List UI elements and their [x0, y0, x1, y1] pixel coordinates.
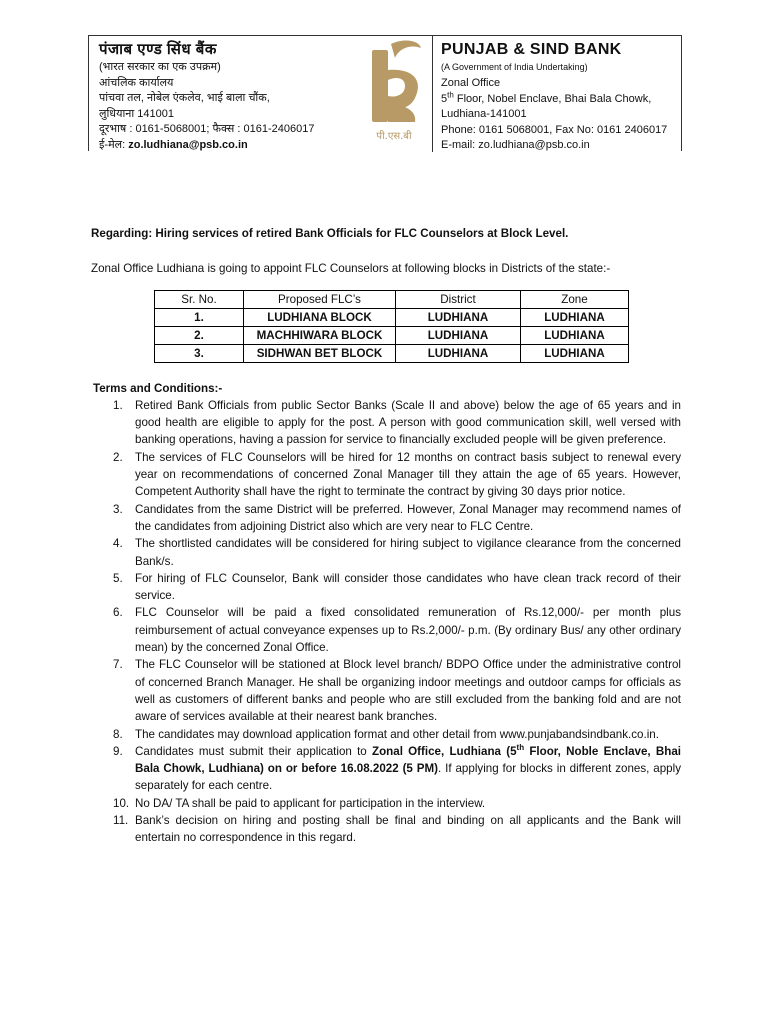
list-item: 5. For hiring of FLC Counselor, Bank will consider those candidates who have clean track record of their service. [113, 571, 681, 603]
table-header-row [155, 290, 629, 308]
table-cell: 1. [155, 308, 244, 326]
hindi-bank-name: पंजाब एण्ड सिंध बैंक [99, 41, 217, 58]
list-item: 1. Retired Bank Officials from public Sector Banks (Scale II and above) below the age of 65 years and in good health are eligible to apply for the post. A person with good communication skill, well versed with banking operations, having a passion for service to financially excluded people will be given preference. [113, 398, 681, 447]
terms-list [91, 397, 681, 847]
list-item: 9. Candidates must submit their application to Zonal Office, Ludhiana (5th Floor, Noble Enclave, Bhai Bala Chowk, Ludhiana) on or before 16.08.2022 (5 PM). If applying for blocks in different zones, apply separately for each centre. [113, 742, 681, 793]
hindi-address-line2: लुधियाना 141001 [99, 107, 175, 120]
letterhead-english-block [441, 39, 681, 154]
table-row [155, 308, 629, 326]
list-item: 8. The candidates may download application format and other detail from www.punjabandsindbank.co.in. [113, 727, 659, 741]
english-phone: Phone: 0161 5068001, Fax No: 0161 2406017 [441, 123, 668, 136]
list-item: 3. Candidates from the same District will be preferred. However, Zonal Manager may recommend names of the candidates from adjoining District also which are very near to FLC Centre. [113, 502, 681, 533]
list-item: 11. Bank’s decision on hiring and posting shall be final and binding on all applicants and the Bank will entertain no correspondence in this regard. [113, 814, 681, 845]
english-subtitle: (A Government of India Undertaking) [441, 62, 588, 72]
hindi-email: zo.ludhiana@psb.co.in [128, 138, 248, 151]
hindi-address-line1: पांचवा तल, नोबेल एंकलेव, भाई बाला चौंक, [99, 92, 270, 104]
header-zone: Zone [521, 290, 629, 308]
hindi-email-label: ई-मेल: [99, 138, 126, 151]
hindi-email-line [99, 138, 359, 154]
list-item: 6. FLC Counselor will be paid a fixed consolidated remuneration of Rs.12,000/- per month plus reimbursement of actual conveyance expenses up to Rs.2,000/- p.m. (By ordinary Bus/ any other ordinary mean) by the concerned Zonal Office. [113, 606, 681, 655]
list-item: 4. The shortlisted candidates will be considered for hiring subject to vigilance clearance from the concerned Bank/s. [113, 537, 681, 568]
header-proposed-flc: Proposed FLC’s [244, 290, 396, 308]
terms-heading: Terms and Conditions:- [93, 381, 223, 395]
subject-line: Regarding: Hiring services of retired Bank Officials for FLC Counselors at Block Level. [91, 227, 569, 240]
letterhead-hindi-block [99, 40, 359, 153]
table-cell: LUDHIANA [396, 326, 521, 344]
list-item: 10. No DA/ TA shall be paid to applicant for participation in the interview. [113, 796, 486, 810]
table-cell: LUDHIANA [396, 344, 521, 362]
english-address-line2: Ludhiana-141001 [441, 108, 527, 120]
document-body [91, 225, 681, 847]
hindi-office: आंचलिक कार्यालय [99, 76, 174, 89]
table-cell: 2. [155, 326, 244, 344]
table-cell: SIDHWAN BET BLOCK [244, 344, 396, 362]
hindi-phone: दूरभाष : 0161-5068001; फैक्स : 0161-2406017 [99, 123, 315, 135]
table-cell: LUDHIANA BLOCK [244, 308, 396, 326]
table-cell: 3. [155, 344, 244, 362]
table-row [155, 344, 629, 362]
blocks-table [154, 290, 629, 363]
letterhead [88, 35, 682, 151]
table-cell: LUDHIANA [396, 308, 521, 326]
english-email: E-mail: zo.ludhiana@psb.co.in [441, 139, 590, 151]
header-district: District [396, 290, 521, 308]
table-row [155, 326, 629, 344]
english-address-line1: 5th Floor, Nobel Enclave, Bhai Bala Chowk, [441, 89, 652, 105]
table-cell: LUDHIANA [521, 326, 629, 344]
table-cell: LUDHIANA [521, 308, 629, 326]
hindi-subtitle: (भारत सरकार का एक उपक्रम) [99, 61, 221, 73]
bank-logo-icon [357, 38, 431, 146]
list-item: 2. The services of FLC Counselors will be hired for 12 months on contract basis subject to renewal every year on recommendations of concerned Zonal Manager till they attain the age of 65 years. However, Competent Authority shall have the right to terminate the contract by giving 30 days prior notice. [113, 450, 681, 499]
header-sr-no: Sr. No. [155, 290, 244, 308]
logo-text: पी.एस.बी [376, 131, 412, 142]
list-item: 7. The FLC Counselor will be stationed at Block level branch/ BDPO Office under the administrative control of concerned Branch Manager. He shall be organizing indoor meetings and outdoor camps for officials as well as customers of different banks and people who are still excluded from the banking fold and are not aware of services available at their nearest bank branches. [113, 658, 681, 724]
intro-paragraph: Zonal Office Ludhiana is going to appoint FLC Counselors at following blocks in Districts of the state:- [91, 262, 611, 276]
table-cell: LUDHIANA [521, 344, 629, 362]
english-office: Zonal Office [441, 77, 501, 89]
english-bank-name: PUNJAB & SIND BANK [441, 41, 622, 58]
letterhead-divider [432, 36, 433, 152]
table-cell: MACHHIWARA BLOCK [244, 326, 396, 344]
